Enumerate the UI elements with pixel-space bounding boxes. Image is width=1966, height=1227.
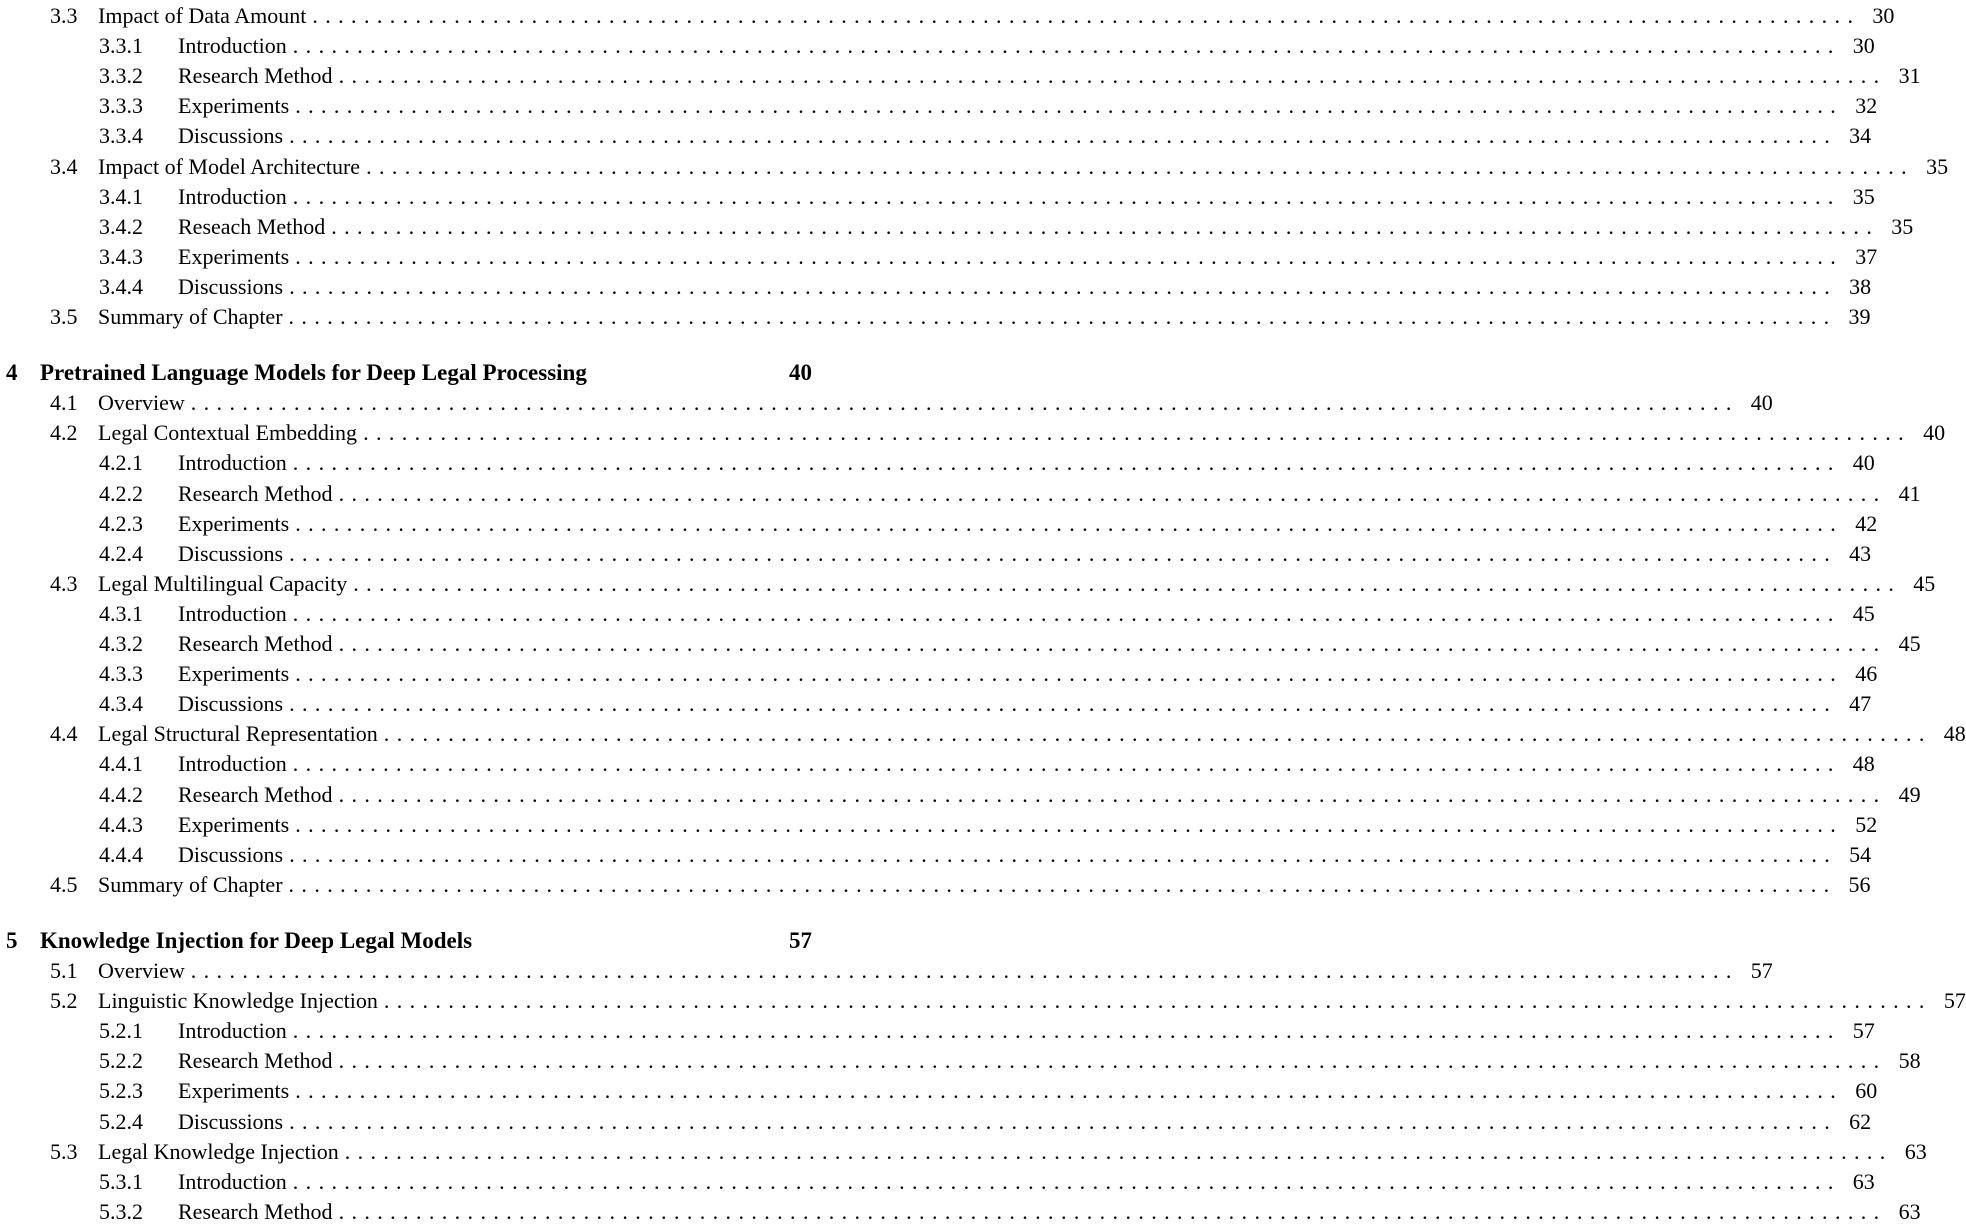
entry-page-number: 39 [1848, 304, 1871, 329]
entry-number: 5.1 [50, 958, 78, 983]
entry-number: 4.4.1 [99, 751, 143, 777]
toc-section-entry[interactable] [0, 569, 1936, 599]
entry-title: Discussions [178, 691, 284, 717]
entry-page-number: 48 [1943, 721, 1966, 747]
dot-leader: ........................................................................................................................ [295, 661, 1844, 687]
dot-leader: ........................................................................................................................ [292, 1168, 1841, 1194]
entry-page-number: 40 [1750, 390, 1773, 416]
toc-chapter-entry[interactable] [0, 926, 812, 956]
dot-leader: ........................................................................................................................ [383, 721, 1932, 747]
entry-page-number: 57 [1852, 1018, 1875, 1044]
entry-page-number: 57 [1750, 958, 1773, 983]
entry-number: 3.3.2 [99, 63, 143, 89]
entry-number: 4.2 [50, 420, 78, 446]
entry-number: 3.4.2 [99, 213, 143, 239]
entry-page-number: 47 [1849, 691, 1872, 717]
entry-page-number: 41 [1898, 480, 1921, 506]
entry-page-number: 40 [789, 360, 812, 386]
dot-leader: ........................................................................................................................ [288, 304, 1837, 329]
entry-page-number: 40 [1923, 420, 1946, 446]
entry-page-number: 57 [1943, 988, 1966, 1014]
entry-title: Impact of Model Architecture [98, 153, 361, 179]
entry-number: 3.3.3 [99, 93, 143, 119]
entry-title: Experiments [178, 243, 290, 269]
dot-leader: ........................................................................................................................ [295, 243, 1844, 269]
toc-subsection-entry[interactable] [0, 749, 1875, 779]
entry-title: Introduction [178, 1168, 287, 1194]
entry-title: Reseach Method [178, 213, 326, 239]
entry-number: 4 [6, 360, 18, 386]
dot-leader: ........................................................................................................................ [338, 631, 1887, 656]
entry-page-number: 63 [1904, 1138, 1927, 1164]
entry-title: Experiments [178, 811, 290, 837]
entry-title: Research Method [178, 781, 333, 807]
entry-number: 4.3.1 [99, 600, 143, 626]
toc-subsection-entry[interactable] [0, 599, 1875, 629]
entry-number: 3.4 [50, 153, 78, 179]
entry-title: Research Method [178, 63, 333, 89]
entry-title: Discussions [178, 1108, 284, 1134]
dot-leader: ........................................................................................................................ [295, 510, 1844, 536]
entry-page-number: 43 [1849, 540, 1872, 566]
entry-title: Summary of Chapter [98, 304, 283, 329]
toc-subsection-entry[interactable] [0, 689, 1872, 719]
entry-number: 4.3 [50, 570, 78, 596]
entry-page-number: 63 [1898, 1198, 1921, 1224]
entry-title: Introduction [178, 450, 287, 476]
entry-number: 4.3.4 [99, 691, 143, 717]
dot-leader: ........................................................................................................................ [289, 1108, 1838, 1134]
entry-number: 4.5 [50, 871, 78, 897]
entry-page-number: 45 [1913, 570, 1936, 596]
entry-number: 4.4.4 [99, 841, 143, 867]
toc-subsection-entry[interactable] [0, 1167, 1875, 1197]
toc-subsection-entry[interactable] [0, 31, 1875, 61]
dot-leader: ........................................................................................................................ [338, 1198, 1887, 1224]
toc-subsection-entry[interactable] [0, 810, 1878, 840]
entry-number: 5.3 [50, 1138, 78, 1164]
toc-subsection-entry[interactable] [0, 780, 1921, 810]
entry-title: Introduction [178, 33, 287, 59]
entry-number: 3.4.1 [99, 183, 143, 209]
entry-number: 4.3.3 [99, 661, 143, 687]
entry-number: 5.2 [50, 988, 78, 1014]
toc-subsection-entry[interactable] [0, 182, 1875, 212]
entry-number: 4.2.2 [99, 480, 143, 506]
entry-page-number: 34 [1849, 123, 1872, 149]
entry-number: 5.3.2 [99, 1198, 143, 1224]
entry-title: Introduction [178, 183, 287, 209]
dot-leader: ........................................................................................................................ [190, 390, 1739, 416]
dot-leader: ........................................................................................................................ [312, 3, 1861, 28]
toc-subsection-entry[interactable] [0, 539, 1872, 569]
dot-leader: ........................................................................................................................ [338, 63, 1887, 89]
toc-subsection-entry[interactable] [0, 479, 1921, 509]
entry-number: 3.5 [50, 304, 78, 329]
entry-page-number: 63 [1852, 1168, 1875, 1194]
toc-section-entry[interactable] [0, 1, 1895, 31]
entry-number: 4.4.3 [99, 811, 143, 837]
dot-leader: ........................................................................................................................ [289, 540, 1838, 566]
entry-title: Knowledge Injection for Deep Legal Models [40, 927, 473, 953]
dot-leader: ........................................................................................................................ [344, 1138, 1893, 1164]
entry-page-number: 46 [1855, 661, 1878, 687]
entry-number: 5.2.4 [99, 1108, 143, 1134]
dot-leader: ........................................................................................................................ [295, 1078, 1844, 1104]
entry-page-number: 49 [1898, 781, 1921, 807]
entry-title: Overview [98, 958, 185, 983]
toc-subsection-entry[interactable] [0, 61, 1921, 91]
toc-section-entry[interactable] [0, 986, 1966, 1016]
dot-leader: ........................................................................................................................ [292, 600, 1841, 626]
entry-page-number: 35 [1852, 183, 1875, 209]
dot-leader: ........................................................................................................................ [363, 420, 1912, 446]
entry-page-number: 31 [1898, 63, 1921, 89]
entry-number: 3.3.1 [99, 33, 143, 59]
entry-title: Research Method [178, 480, 333, 506]
entry-title: Legal Contextual Embedding [98, 420, 358, 446]
dot-leader: ........................................................................................................................ [353, 570, 1902, 596]
entry-number: 4.4.2 [99, 781, 143, 807]
entry-number: 3.3.4 [99, 123, 143, 149]
entry-title: Experiments [178, 93, 290, 119]
entry-number: 3.4.4 [99, 273, 143, 299]
toc-section-entry[interactable] [0, 956, 1773, 986]
entry-title: Discussions [178, 123, 284, 149]
entry-page-number: 54 [1849, 841, 1872, 867]
toc-subsection-entry[interactable] [0, 91, 1878, 121]
entry-page-number: 57 [789, 927, 812, 953]
entry-number: 5 [6, 927, 18, 953]
toc-subsection-entry[interactable] [0, 840, 1872, 870]
toc-section-entry[interactable] [0, 719, 1966, 749]
entry-title: Research Method [178, 631, 333, 656]
entry-page-number: 32 [1855, 93, 1878, 119]
entry-number: 5.2.2 [99, 1048, 143, 1074]
entry-title: Overview [98, 390, 185, 416]
toc-subsection-entry[interactable] [0, 448, 1875, 478]
toc-subsection-entry[interactable] [0, 1076, 1878, 1106]
entry-title: Discussions [178, 841, 284, 867]
entry-number: 3.3 [50, 3, 78, 28]
entry-page-number: 40 [1852, 450, 1875, 476]
entry-number: 4.2.3 [99, 510, 143, 536]
dot-leader: ........................................................................................................................ [331, 213, 1880, 239]
entry-page-number: 30 [1852, 33, 1875, 59]
entry-page-number: 30 [1872, 3, 1895, 28]
dot-leader: ........................................................................................................................ [289, 273, 1838, 299]
toc-section-entry[interactable] [0, 1137, 1927, 1167]
dot-leader: ........................................................................................................................ [289, 691, 1838, 717]
toc-section-entry[interactable] [0, 388, 1773, 418]
entry-title: Linguistic Knowledge Injection [98, 988, 378, 1014]
toc-subsection-entry[interactable] [0, 1197, 1921, 1227]
entry-title: Experiments [178, 1078, 290, 1104]
dot-leader: ........................................................................................................................ [288, 871, 1837, 897]
dot-leader: ........................................................................................................................ [292, 450, 1841, 476]
dot-leader: ........................................................................................................................ [295, 811, 1844, 837]
entry-title: Introduction [178, 1018, 287, 1044]
entry-title: Experiments [178, 510, 290, 536]
entry-title: Introduction [178, 600, 287, 626]
entry-page-number: 48 [1852, 751, 1875, 777]
dot-leader: ........................................................................................................................ [190, 958, 1739, 983]
entry-number: 4.3.2 [99, 631, 143, 656]
toc-section-entry[interactable] [0, 418, 1946, 448]
toc-section-entry[interactable] [0, 302, 1871, 332]
entry-title: Introduction [178, 751, 287, 777]
entry-number: 5.2.1 [99, 1018, 143, 1044]
entry-number: 5.2.3 [99, 1078, 143, 1104]
toc-subsection-entry[interactable] [0, 1016, 1875, 1046]
entry-page-number: 56 [1848, 871, 1871, 897]
toc-subsection-entry[interactable] [0, 1107, 1872, 1137]
entry-page-number: 60 [1855, 1078, 1878, 1104]
entry-title: Legal Knowledge Injection [98, 1138, 339, 1164]
dot-leader: ........................................................................................................................ [292, 33, 1841, 59]
entry-page-number: 45 [1898, 631, 1921, 656]
toc-subsection-entry[interactable] [0, 1046, 1921, 1076]
entry-page-number: 62 [1849, 1108, 1872, 1134]
entry-page-number: 35 [1926, 153, 1949, 179]
dot-leader: ........................................................................................................................ [289, 841, 1838, 867]
entry-page-number: 35 [1891, 213, 1914, 239]
entry-number: 5.3.1 [99, 1168, 143, 1194]
dot-leader: ........................................................................................................................ [292, 1018, 1841, 1044]
entry-title: Pretrained Language Models for Deep Legal Processing [40, 360, 587, 386]
entry-number: 4.2.1 [99, 450, 143, 476]
entry-title: Impact of Data Amount [98, 3, 307, 28]
toc-subsection-entry[interactable] [0, 121, 1872, 151]
entry-page-number: 37 [1855, 243, 1878, 269]
toc-subsection-entry[interactable] [0, 272, 1872, 302]
entry-title: Experiments [178, 661, 290, 687]
toc-chapter-entry[interactable] [0, 358, 812, 388]
dot-leader: ........................................................................................................................ [289, 123, 1838, 149]
entry-title: Research Method [178, 1198, 333, 1224]
toc-subsection-entry[interactable] [0, 659, 1878, 689]
entry-page-number: 58 [1898, 1048, 1921, 1074]
toc-subsection-entry[interactable] [0, 509, 1878, 539]
toc-subsection-entry[interactable] [0, 242, 1878, 272]
entry-number: 4.2.4 [99, 540, 143, 566]
toc-subsection-entry[interactable] [0, 629, 1921, 659]
toc-section-entry[interactable] [0, 870, 1871, 900]
dot-leader: ........................................................................................................................ [366, 153, 1915, 179]
entry-number: 4.4 [50, 721, 78, 747]
entry-number: 4.1 [50, 390, 78, 416]
dot-leader: ........................................................................................................................ [338, 781, 1887, 807]
dot-leader: ........................................................................................................................ [338, 1048, 1887, 1074]
entry-page-number: 42 [1855, 510, 1878, 536]
entry-title: Research Method [178, 1048, 333, 1074]
entry-title: Legal Multilingual Capacity [98, 570, 348, 596]
entry-title: Discussions [178, 540, 284, 566]
toc-section-entry[interactable] [0, 152, 1949, 182]
dot-leader: ........................................................................................................................ [292, 183, 1841, 209]
entry-title: Legal Structural Representation [98, 721, 378, 747]
entry-title: Discussions [178, 273, 284, 299]
entry-title: Summary of Chapter [98, 871, 283, 897]
entry-page-number: 52 [1855, 811, 1878, 837]
dot-leader: ........................................................................................................................ [292, 751, 1841, 777]
entry-page-number: 45 [1852, 600, 1875, 626]
entry-number: 3.4.3 [99, 243, 143, 269]
entry-page-number: 38 [1849, 273, 1872, 299]
dot-leader: ........................................................................................................................ [383, 988, 1932, 1014]
toc-subsection-entry[interactable] [0, 212, 1914, 242]
dot-leader: ........................................................................................................................ [338, 480, 1887, 506]
dot-leader: ........................................................................................................................ [295, 93, 1844, 119]
